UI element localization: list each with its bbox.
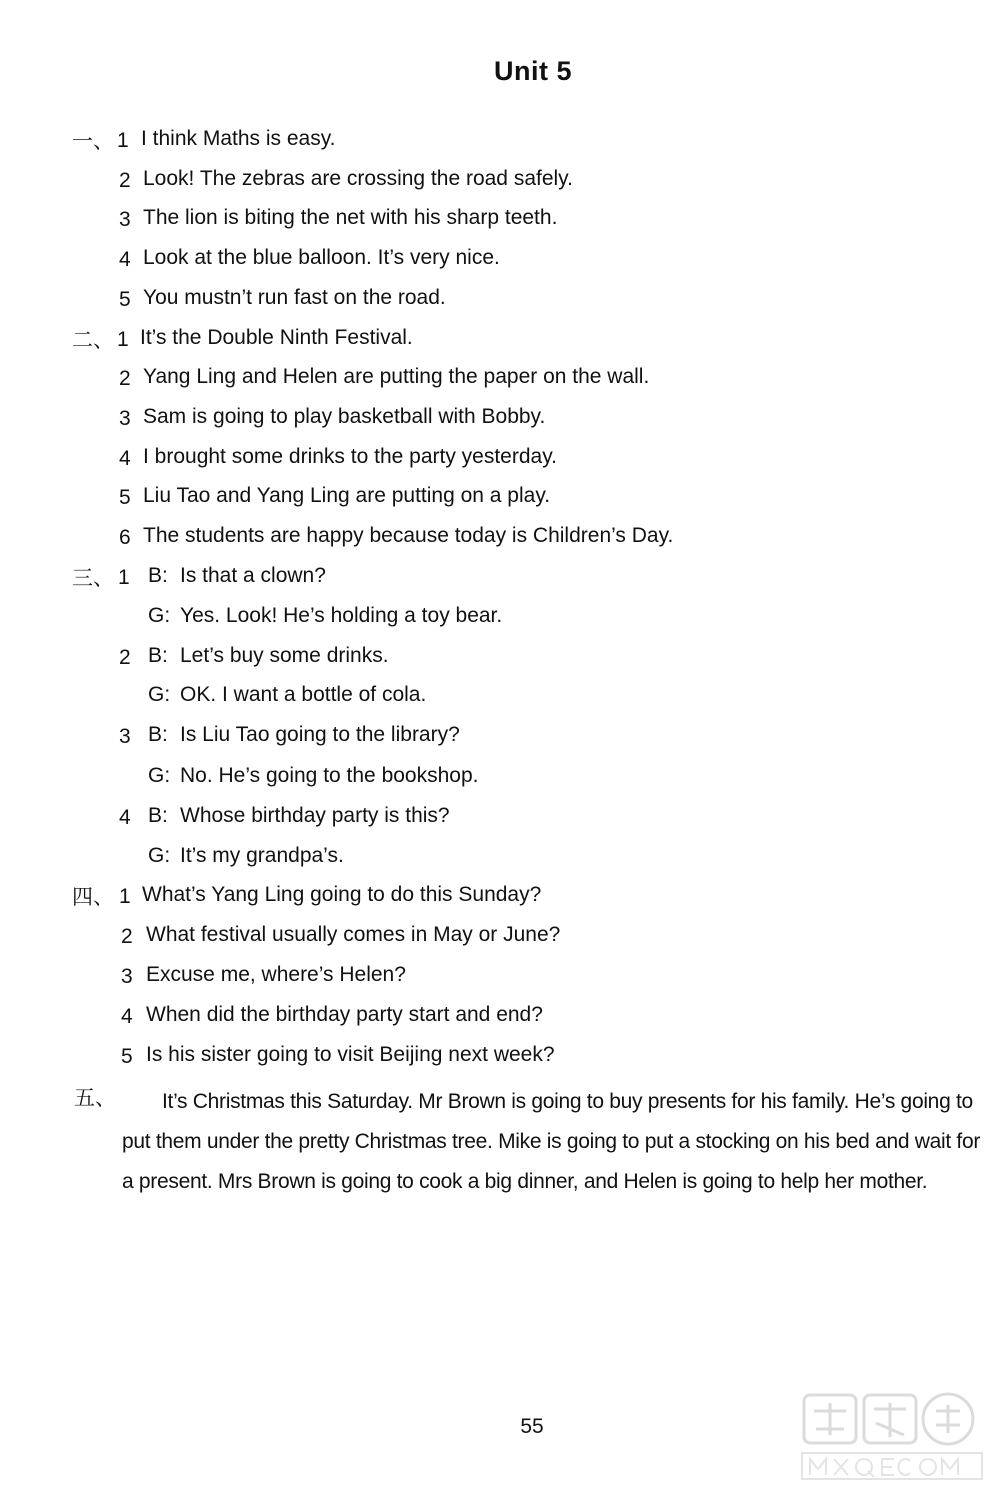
item-number: 2 <box>121 925 133 948</box>
dialogue-line: OK. I want a bottle of cola. <box>180 683 427 706</box>
item-number: 1 <box>119 885 131 908</box>
speaker-label: B: <box>148 723 168 746</box>
section-marker-3: 三、 <box>72 566 114 590</box>
page-number: 55 <box>520 1415 544 1438</box>
item-number: 2 <box>119 646 131 669</box>
item-number: 4 <box>119 248 131 271</box>
dialogue-line: It’s my grandpa’s. <box>180 844 344 867</box>
item-number: 3 <box>121 965 133 988</box>
answer-line: When did the birthday party start and end? <box>146 1003 543 1026</box>
watermark-logo <box>796 1389 986 1485</box>
section-marker-5: 五、 <box>74 1086 116 1110</box>
item-number: 6 <box>119 526 131 549</box>
answer-line: The students are happy because today is Children’s Day. <box>143 524 674 547</box>
dialogue-line: Yes. Look! He’s holding a toy bear. <box>180 604 503 627</box>
speaker-label: G: <box>148 844 171 867</box>
answer-line: I brought some drinks to the party yesterday. <box>143 445 557 468</box>
answer-line: Look at the blue balloon. It’s very nice. <box>143 246 500 269</box>
item-number: 2 <box>119 367 131 390</box>
speaker-label: B: <box>148 564 168 587</box>
speaker-label: B: <box>148 644 168 667</box>
item-number: 1 <box>117 328 129 351</box>
page-title: Unit 5 <box>493 56 572 86</box>
item-number: 3 <box>119 407 131 430</box>
answer-line: You mustn’t run fast on the road. <box>143 286 446 309</box>
item-number: 4 <box>121 1005 133 1028</box>
dialogue-line: Is that a clown? <box>180 564 326 587</box>
dialogue-line: Is Liu Tao going to the library? <box>180 723 460 746</box>
answer-line: Is his sister going to visit Beijing next week? <box>146 1043 555 1066</box>
dialogue-line: Whose birthday party is this? <box>180 804 450 827</box>
answer-line: Liu Tao and Yang Ling are putting on a play. <box>143 484 551 507</box>
answer-line: Sam is going to play basketball with Bobby. <box>143 405 546 428</box>
answer-line: The lion is biting the net with his sharp teeth. <box>143 206 558 229</box>
answer-line: What’s Yang Ling going to do this Sunday? <box>142 883 542 906</box>
item-number: 1 <box>118 566 130 589</box>
speaker-label: G: <box>148 604 171 627</box>
speaker-label: B: <box>148 804 168 827</box>
item-number: 4 <box>119 806 131 829</box>
section-marker-4: 四、 <box>72 885 114 909</box>
answer-line: Look! The zebras are crossing the road safely. <box>143 167 573 190</box>
item-number: 3 <box>119 725 131 748</box>
answer-line: Yang Ling and Helen are putting the paper on the wall. <box>143 365 650 388</box>
item-number: 5 <box>119 486 131 509</box>
answer-paragraph: It’s Christmas this Saturday. Mr Brown is going to buy presents for his family. He’s going to put them under the pretty Christmas tree. Mike is going to put a stocking on his bed and wait for a present. Mrs Brown is going to cook a big dinner, and Helen is going to help her mother. <box>122 1090 981 1193</box>
dialogue-line: Let’s buy some drinks. <box>180 644 389 667</box>
answer-line: It’s the Double Ninth Festival. <box>140 326 413 349</box>
answer-line: What festival usually comes in May or June? <box>146 923 561 946</box>
item-number: 4 <box>119 447 131 470</box>
item-number: 1 <box>117 129 129 152</box>
section-marker-1: 一、 <box>72 129 114 153</box>
speaker-label: G: <box>148 683 171 706</box>
item-number: 5 <box>121 1045 133 1068</box>
answer-line: Excuse me, where’s Helen? <box>146 963 406 986</box>
item-number: 2 <box>119 169 131 192</box>
item-number: 5 <box>119 288 131 311</box>
speaker-label: G: <box>148 764 171 787</box>
dialogue-line: No. He’s going to the bookshop. <box>180 764 479 787</box>
section-marker-2: 二、 <box>72 328 114 352</box>
answer-line: I think Maths is easy. <box>141 127 336 150</box>
item-number: 3 <box>119 208 131 231</box>
